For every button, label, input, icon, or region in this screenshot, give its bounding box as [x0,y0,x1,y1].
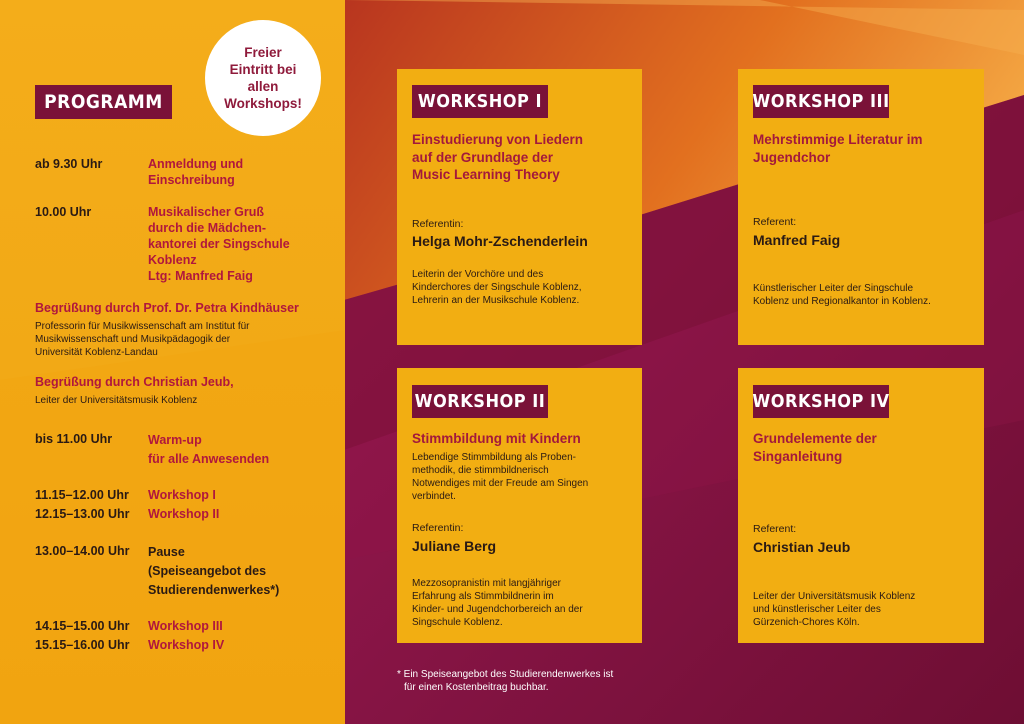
workshop-label: WORKSHOP I [412,85,548,118]
footnote-line: * Ein Speiseangebot des Studierendenwerkes ist [397,669,614,680]
program-activity: Workshop III [148,619,223,633]
activity-line: Anmeldung und [148,157,244,171]
bio-line: Mezzosopranistin mit langjähriger [412,578,561,589]
badge-line: Eintritt bei [229,62,297,77]
activity-line: Pause [148,545,185,559]
activity-line: Einschreibung [148,173,235,187]
program-time: 11.15–12.00 Uhr [35,488,129,502]
free-entry-badge [205,20,321,136]
bio-line: Leiterin der Vorchöre und des [412,269,544,280]
speaker-name: Christian Jeub [753,539,851,555]
footnote [397,668,613,694]
program-activity: Workshop II [148,507,220,521]
title-line: Einstudierung von Liedern [412,132,584,147]
bio-line: Koblenz und Regionalkantor in Koblenz. [753,296,931,307]
activity-line: Warm-up [148,433,202,447]
workshop-card-4 [738,368,984,643]
speaker-name: Manfred Faig [753,232,841,248]
bio-line: Lehrerin an der Musikschule Koblenz. [412,295,580,306]
program-activity [148,543,279,600]
workshop-label: WORKSHOP III [753,85,889,118]
speaker-label: Referentin: [412,218,464,230]
speaker-label: Referent: [753,523,797,535]
program-time: 15.15–16.00 Uhr [35,638,130,652]
workshop-label: WORKSHOP IV [753,385,889,418]
bio-line: Erfahrung als Stimmbildnerin im [412,591,554,602]
bio-line: Gürzenich-Chores Köln. [753,617,860,628]
description-line: methodik, die stimmbildnerisch [412,465,549,476]
program-time: ab 9.30 Uhr [35,157,103,171]
description-line: verbindet. [412,491,456,502]
badge-line: allen [247,79,279,94]
bio-line: Künstlerischer Leiter der Singschule [753,283,914,294]
bio-line: Singschule Koblenz. [412,617,503,628]
title-line: Music Learning Theory [412,167,560,182]
speaker-bio [412,268,632,307]
note-line: Universität Koblenz-Landau [35,347,158,358]
program-time: 13.00–14.00 Uhr [35,544,130,558]
speaker-bio [753,590,974,629]
program-time: 14.15–15.00 Uhr [35,619,130,633]
greeting-heading: Begrüßung durch Prof. Dr. Petra Kindhäuser [35,301,299,315]
workshop-title [412,430,581,448]
speaker-name: Juliane Berg [412,538,497,554]
program-activity [148,431,269,469]
activity-line: Ltg: Manfred Faig [148,269,253,283]
title-line: Grundelemente der [753,431,877,446]
program-time: 12.15–13.00 Uhr [35,507,130,521]
bio-line: Leiter der Universitätsmusik Koblenz [753,591,916,602]
bio-line: Kinder- und Jugendchorbereich an der [412,604,583,615]
activity-line: (Speiseangebot des [148,564,267,578]
title-line: Singanleitung [753,448,843,464]
description-line: Notwendiges mit der Freude am Singen [412,478,589,489]
workshop-title [753,131,923,166]
note-line: Leiter der Universitätsmusik Koblenz [35,395,198,406]
title-line: auf der Grundlage der [412,149,554,165]
program-title: PROGRAMM [35,85,172,119]
workshop-description [412,451,632,503]
activity-line: Koblenz [148,253,197,267]
activity-line: Studierendenwerkes*) [148,583,280,597]
workshop-card-3 [738,69,984,345]
activity-line: Musikalischer Gruß [148,205,265,219]
title-line: Jugendchor [753,149,831,165]
program-time: bis 11.00 Uhr [35,432,113,446]
footnote-line: für einen Kostenbeitrag buchbar. [404,682,549,693]
greeting-note [35,320,250,359]
activity-line: kantorei der Singschule [148,237,290,251]
speaker-name: Helga Mohr-Zschenderlein [412,233,588,249]
title-line: Mehrstimmige Literatur im [753,132,923,147]
note-line: Musikwissenschaft und Musikpädagogik der [35,334,231,345]
activity-line: für alle Anwesenden [148,452,270,466]
program-activity [148,156,243,188]
program-activity: Workshop I [148,488,216,502]
greeting-note [35,394,197,407]
bio-line: Kinderchores der Singschule Koblenz, [412,282,582,293]
speaker-label: Referentin: [412,522,464,534]
greeting-heading: Begrüßung durch Christian Jeub, [35,375,234,389]
note-line: Professorin für Musikwissenschaft am Institut für [35,321,250,332]
workshop-title [753,430,877,465]
activity-line: durch die Mädchen- [148,221,267,235]
speaker-bio [753,282,974,308]
workshop-card-2 [397,368,642,643]
workshop-title [412,131,583,184]
workshop-card-1 [397,69,642,345]
workshop-label: WORKSHOP II [412,385,548,418]
program-activity: Workshop IV [148,638,225,652]
program-activity [148,204,290,284]
title-line: Stimmbildung mit Kindern [412,431,581,446]
description-line: Lebendige Stimmbildung als Proben- [412,452,576,463]
program-time: 10.00 Uhr [35,205,92,219]
speaker-bio [412,577,632,629]
bio-line: und künstlerischer Leiter des [753,604,881,615]
badge-line: Workshops! [224,96,302,111]
badge-line: Freier [244,45,282,60]
speaker-label: Referent: [753,216,797,228]
